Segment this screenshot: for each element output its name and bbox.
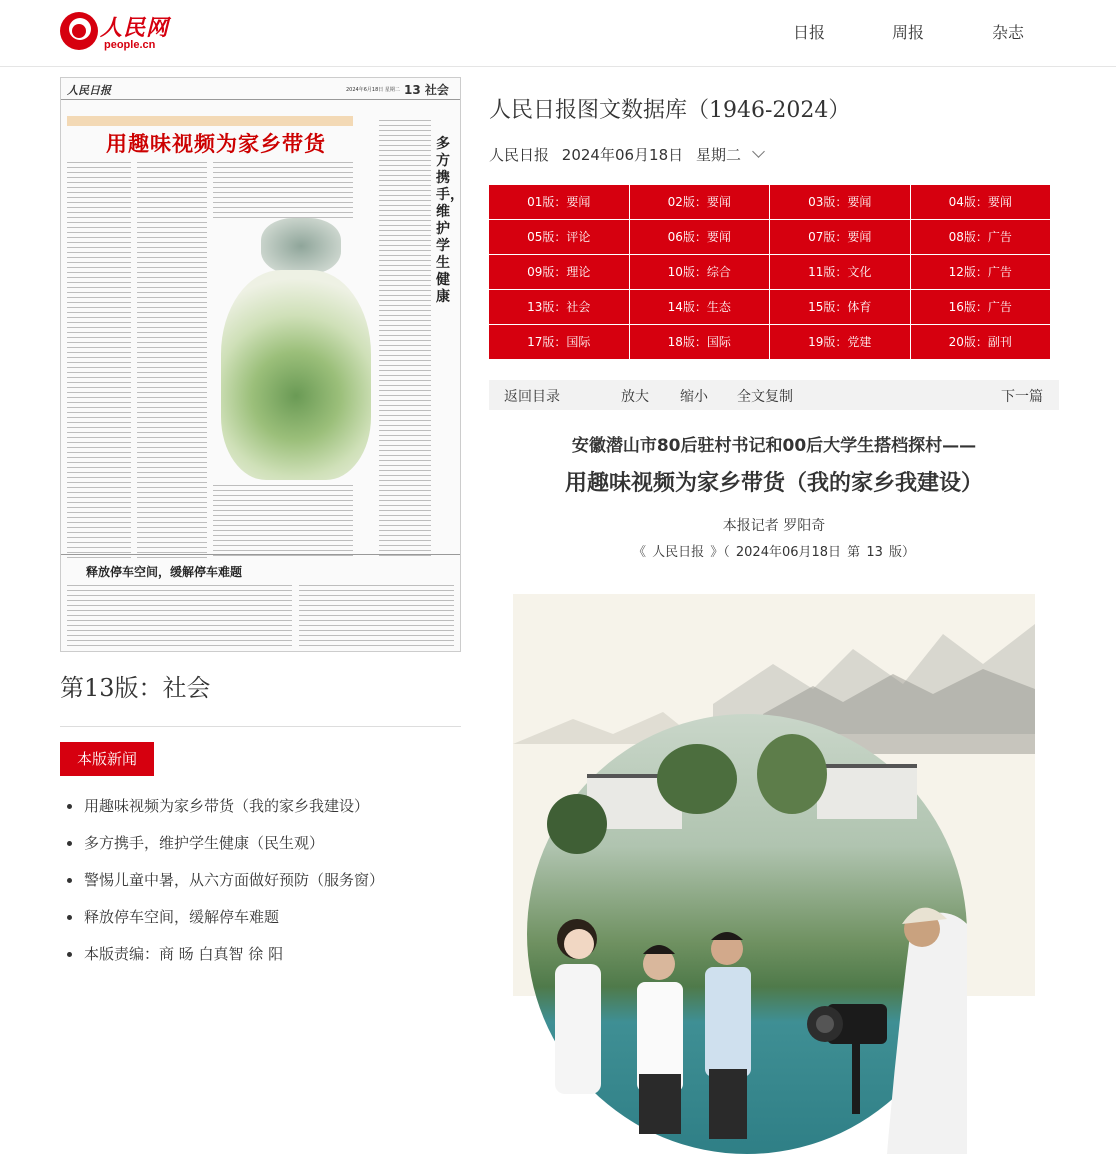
- article-photo: [513, 594, 1035, 996]
- article-source: 《 人民日报 》（ 2024年06月18日 第 13 版）: [632, 545, 915, 560]
- copy-full-text-button[interactable]: 全文复制: [737, 389, 793, 405]
- page-index-link[interactable]: 11版：文化: [770, 255, 911, 290]
- page-index-link[interactable]: 20版：副刊: [911, 325, 1052, 360]
- page-index-link[interactable]: 06版：要闻: [630, 220, 771, 255]
- page-index-link[interactable]: 17版：国际: [489, 325, 630, 360]
- logo-text-cn: 人民网: [100, 15, 170, 41]
- page-index-link[interactable]: 18版：国际: [630, 325, 771, 360]
- article-title: 用趣味视频为家乡带货（我的家乡我建设）: [564, 471, 983, 496]
- page-index-link[interactable]: 09版：理论: [489, 255, 630, 290]
- scan-photo-main: [221, 270, 371, 480]
- scan-bottom-headline: 释放停车空间，缓解停车难题: [86, 565, 243, 579]
- nav-weekly[interactable]: 周报: [892, 23, 925, 42]
- page-news-list: [64, 795, 384, 980]
- scan-divider: [61, 554, 460, 555]
- date-selector[interactable]: [489, 144, 763, 165]
- scan-text-column: [379, 118, 431, 558]
- scan-text-column: [213, 483, 353, 558]
- page-index-link[interactable]: 15版：体育: [770, 290, 911, 325]
- scan-text-column: [137, 160, 207, 560]
- news-item[interactable]: 释放停车空间，缓解停车难题: [64, 906, 384, 943]
- article-subtitle: 安徽潜山市80后驻村书记和00后大学生搭档探村——: [571, 436, 977, 456]
- newspaper-page-scan[interactable]: [60, 77, 464, 652]
- page-index-link[interactable]: 10版：综合: [630, 255, 771, 290]
- scan-text-column: [299, 583, 454, 648]
- page-index-link[interactable]: 07版：要闻: [770, 220, 911, 255]
- issue-weekday: 星期二: [695, 146, 741, 164]
- page-title: 第13版：社会: [60, 674, 211, 702]
- news-item[interactable]: 用趣味视频为家乡带货（我的家乡我建设）: [64, 795, 384, 832]
- nav-magazine[interactable]: 杂志: [992, 23, 1025, 42]
- news-item[interactable]: 警惕儿童中暑，从六方面做好预防（服务窗）: [64, 869, 384, 906]
- page-index-link[interactable]: 03版：要闻: [770, 185, 911, 220]
- page-index-link[interactable]: 14版：生态: [630, 290, 771, 325]
- page-index-grid: [489, 185, 1051, 360]
- next-article-button[interactable]: 下一篇: [1001, 389, 1043, 405]
- nav-daily[interactable]: 日报: [793, 23, 826, 42]
- scan-text-column: [67, 583, 292, 648]
- scan-date: 2024年6月18日 星期二: [346, 87, 400, 93]
- site-header: [0, 0, 1116, 67]
- page-index-link[interactable]: 08版：广告: [911, 220, 1052, 255]
- divider: [60, 726, 461, 727]
- scan-side-title: 多方携手，维护学生健康: [436, 136, 464, 305]
- section-tag-page-news: 本版新闻: [60, 742, 154, 776]
- page-index-link[interactable]: 16版：广告: [911, 290, 1052, 325]
- page-index-link[interactable]: 13版：社会: [489, 290, 630, 325]
- scan-photo-small: [261, 218, 341, 274]
- paper-name: 人民日报: [489, 146, 550, 164]
- scan-masthead: 人民日报: [67, 84, 111, 97]
- scan-header: [61, 78, 460, 100]
- page-index-link[interactable]: 12版：广告: [911, 255, 1052, 290]
- zoom-out-button[interactable]: 缩小: [680, 389, 708, 405]
- people-cn-logo[interactable]: [60, 10, 170, 56]
- article-toolbar: [489, 380, 1059, 410]
- chevron-down-icon[interactable]: [752, 145, 765, 158]
- news-item[interactable]: 多方携手，维护学生健康（民生观）: [64, 832, 384, 869]
- circular-photo: [527, 714, 967, 1154]
- page-index-link[interactable]: 02版：要闻: [630, 185, 771, 220]
- article-author: 本报记者 罗阳奇: [722, 518, 826, 534]
- back-to-index-button[interactable]: 返回目录: [504, 389, 560, 405]
- scan-page-number: 13 社会: [404, 83, 449, 97]
- page-index-link[interactable]: 05版：评论: [489, 220, 630, 255]
- scan-text-column: [213, 160, 353, 220]
- scan-kicker-bar: [67, 116, 353, 126]
- logo-text-en: people.cn: [104, 39, 156, 51]
- people-figures: [527, 714, 967, 1154]
- scan-text-column: [67, 160, 131, 560]
- zoom-in-button[interactable]: 放大: [621, 389, 649, 405]
- page-index-link[interactable]: 01版：要闻: [489, 185, 630, 220]
- editors-credit: 本版责编：商 旸 白真智 徐 阳: [64, 943, 384, 980]
- database-title: 人民日报图文数据库（1946-2024）: [489, 98, 851, 123]
- page-index-link[interactable]: 04版：要闻: [911, 185, 1052, 220]
- issue-date: 2024年06月18日: [561, 146, 684, 164]
- scan-headline: 用趣味视频为家乡带货: [106, 131, 326, 156]
- logo-emblem-icon: [60, 12, 98, 50]
- page-index-link[interactable]: 19版：党建: [770, 325, 911, 360]
